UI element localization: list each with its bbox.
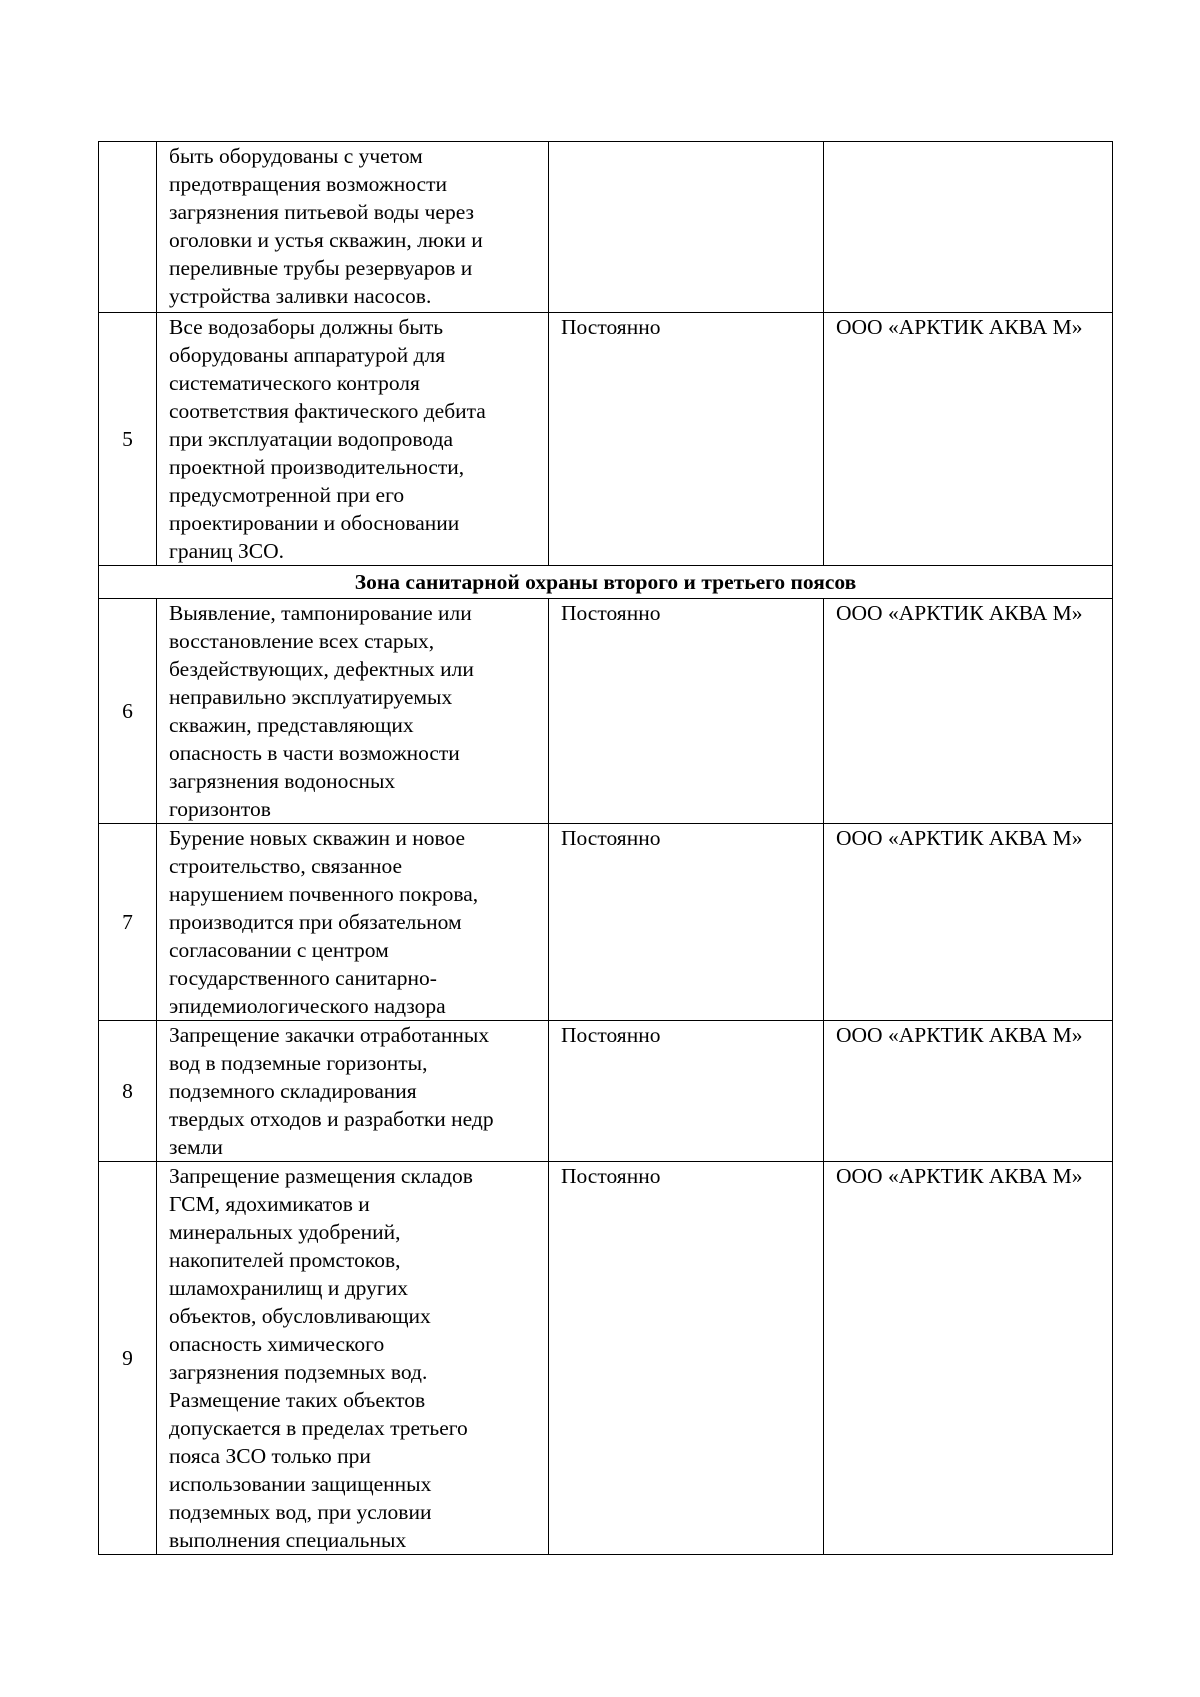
measure-line: границ ЗСО. [169, 539, 285, 563]
measure-line: пояса ЗСО только при [169, 1444, 371, 1468]
measure-line: неправильно эксплуатируемых [169, 685, 453, 709]
measure-line: ГСМ, ядохимикатов и [169, 1192, 370, 1216]
table-row [99, 1162, 1113, 1555]
measure-cell [157, 599, 549, 824]
row-number [99, 142, 157, 313]
measure-line: опасность химического [169, 1332, 385, 1356]
table-row [99, 1021, 1113, 1162]
section-header: Зона санитарной охраны второго и третьего поясов [99, 566, 1113, 599]
measure-line: Размещение таких объектов [169, 1388, 426, 1412]
table-row [99, 824, 1113, 1021]
measure-line: быть оборудованы с учетом [169, 144, 423, 168]
measure-cell [157, 1162, 549, 1555]
measure-line: нарушением почвенного покрова, [169, 882, 479, 906]
measure-line: подземного складирования [169, 1079, 417, 1103]
measure-line: Бурение новых скважин и новое [169, 826, 466, 850]
responsible-cell: ООО «АРКТИК АКВА М» [824, 599, 1113, 824]
measure-line: Выявление, тампонирование или [169, 601, 472, 625]
measure-line: производится при обязательном [169, 910, 462, 934]
period-cell: Постоянно [549, 599, 824, 824]
measure-line: подземных вод, при условии [169, 1500, 432, 1524]
measure-line: переливные трубы резервуаров и [169, 256, 473, 280]
responsible-cell: ООО «АРКТИК АКВА М» [824, 824, 1113, 1021]
measure-line: Запрещение размещения складов [169, 1164, 473, 1188]
measure-line: минеральных удобрений, [169, 1220, 401, 1244]
period-cell: Постоянно [549, 824, 824, 1021]
measure-line: строительство, связанное [169, 854, 403, 878]
measure-line: бездействующих, дефектных или [169, 657, 474, 681]
measure-line: твердых отходов и разработки недр [169, 1107, 494, 1131]
row-number: 6 [99, 599, 157, 824]
measure-line: систематического контроля [169, 371, 420, 395]
measure-line: загрязнения подземных вод. [169, 1360, 428, 1384]
table-row [99, 142, 1113, 313]
measure-line: загрязнения водоносных [169, 769, 396, 793]
period-cell: Постоянно [549, 1021, 824, 1162]
measure-line: оголовки и устья скважин, люки и [169, 228, 483, 252]
measure-line: использовании защищенных [169, 1472, 432, 1496]
measure-line: объектов, обусловливающих [169, 1304, 431, 1328]
responsible-cell: ООО «АРКТИК АКВА М» [824, 1021, 1113, 1162]
measure-line: Все водозаборы должны быть [169, 315, 444, 339]
measure-line: горизонтов [169, 797, 271, 821]
measure-line: предусмотренной при его [169, 483, 405, 507]
period-cell [549, 142, 824, 313]
period-cell: Постоянно [549, 1162, 824, 1555]
measure-line: восстановление всех старых, [169, 629, 435, 653]
table-body [99, 142, 1113, 1555]
measure-line: соответствия фактического дебита [169, 399, 486, 423]
measure-line: опасность в части возможности [169, 741, 460, 765]
section-header-row [99, 566, 1113, 599]
measure-line: предотвращения возможности [169, 172, 447, 196]
row-number: 9 [99, 1162, 157, 1555]
measure-line: оборудованы аппаратурой для [169, 343, 446, 367]
measure-cell [157, 824, 549, 1021]
measure-line: шламохранилищ и других [169, 1276, 408, 1300]
row-number: 7 [99, 824, 157, 1021]
measure-line: земли [169, 1135, 223, 1159]
measure-line: накопителей промстоков, [169, 1248, 401, 1272]
measure-line: Запрещение закачки отработанных [169, 1023, 490, 1047]
responsible-cell: ООО «АРКТИК АКВА М» [824, 1162, 1113, 1555]
table-row [99, 313, 1113, 566]
measure-line: выполнения специальных [169, 1528, 407, 1552]
table-row [99, 599, 1113, 824]
measure-line: загрязнения питьевой воды через [169, 200, 474, 224]
measures-table [98, 141, 1113, 1555]
measure-line: вод в подземные горизонты, [169, 1051, 428, 1075]
measure-cell [157, 313, 549, 566]
row-number: 8 [99, 1021, 157, 1162]
measure-line: при эксплуатации водопровода [169, 427, 454, 451]
measure-line: скважин, представляющих [169, 713, 414, 737]
measure-line: эпидемиологического надзора [169, 994, 446, 1018]
measure-cell [157, 1021, 549, 1162]
measure-line: согласовании с центром [169, 938, 389, 962]
measure-cell [157, 142, 549, 313]
measure-line: проектировании и обосновании [169, 511, 460, 535]
measure-line: устройства заливки насосов. [169, 284, 432, 308]
period-cell: Постоянно [549, 313, 824, 566]
row-number: 5 [99, 313, 157, 566]
measure-line: проектной производительности, [169, 455, 465, 479]
responsible-cell [824, 142, 1113, 313]
responsible-cell: ООО «АРКТИК АКВА М» [824, 313, 1113, 566]
measure-line: государственного санитарно- [169, 966, 437, 990]
measure-line: допускается в пределах третьего [169, 1416, 468, 1440]
